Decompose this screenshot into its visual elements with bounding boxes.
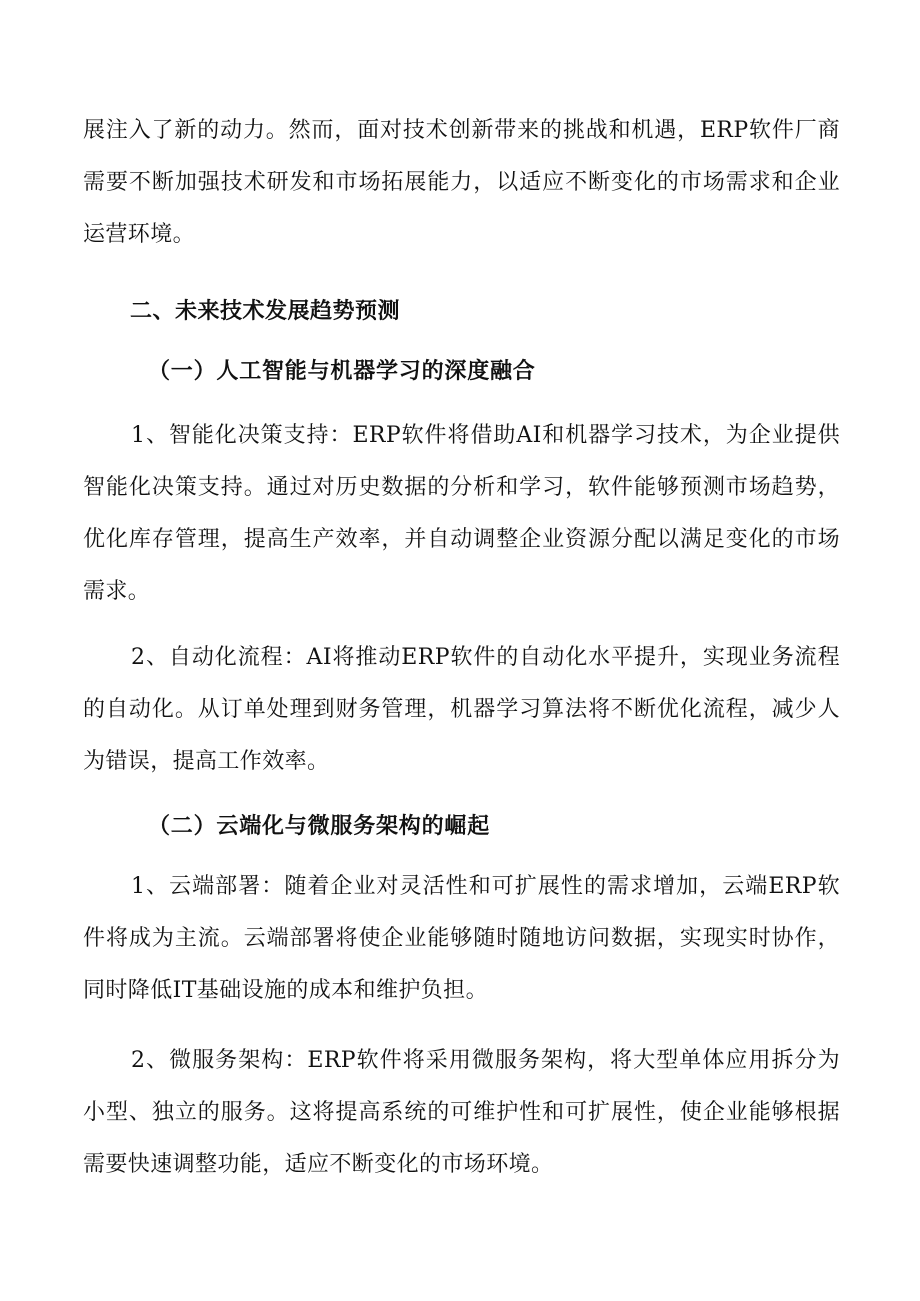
- intro-paragraph: 展注入了新的动力。然而，面对技术创新带来的挑战和机遇，ERP软件厂商需要不断加强技术研发和市场拓展能力，以适应不断变化的市场需求和企业运营环境。: [83, 118, 840, 247]
- section-title: 二、未来技术发展趋势预测: [130, 299, 401, 324]
- paragraph-cloud-deployment: 1、云端部署：随着企业对灵活性和可扩展性的需求增加，云端ERP软件将成为主流。云端部署将使企业能够随时随地访问数据，实现实时协作，同时降低IT基础设施的成本和维护负担。: [83, 874, 840, 1003]
- paragraph-decision-support: 1、智能化决策支持：ERP软件将借助AI和机器学习技术，为企业提供智能化决策支持。通过对历史数据的分析和学习，软件能够预测市场趋势，优化库存管理，提高生产效率，并自动调整企业资源分配以满足变化的市场需求。: [83, 423, 840, 604]
- subsection-title-ai: （一）人工智能与机器学习的深度融合: [148, 358, 536, 384]
- paragraph-microservices: 2、微服务架构：ERP软件将采用微服务架构，将大型单体应用拆分为小型、独立的服务。这将提高系统的可维护性和可扩展性，使企业能够根据需要快速调整功能，适应不断变化的市场环境。: [83, 1048, 840, 1177]
- subsection-title-cloud: （二）云端化与微服务架构的崛起: [148, 813, 491, 839]
- paragraph-automation: 2、自动化流程：AI将推动ERP软件的自动化水平提升，实现业务流程的自动化。从订单处理到财务管理，机器学习算法将不断优化流程，减少人为错误，提高工作效率。: [83, 645, 840, 774]
